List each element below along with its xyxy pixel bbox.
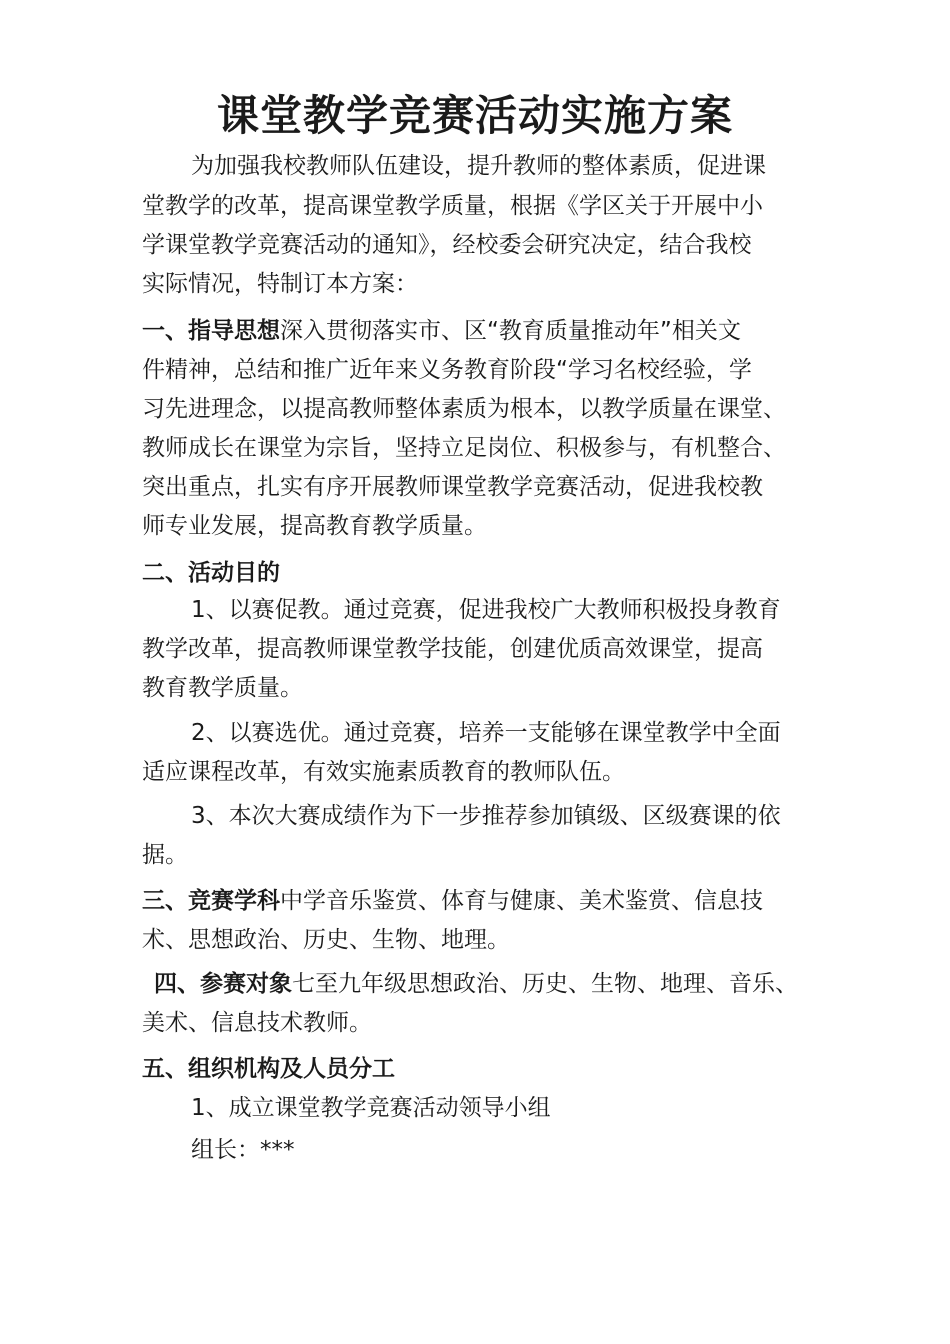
intro-line: 实际情况，特制订本方案： xyxy=(142,271,418,297)
section-1-line: 件精神，总结和推广近年来义务教育阶段“学习名校经验，学 xyxy=(142,357,752,383)
section-4-text: 七至九年级思想政治、历史、生物、地理、音乐、 xyxy=(292,971,798,997)
section-1-text: 深入贯彻落实市、区“教育质量推动年”相关文 xyxy=(280,318,741,344)
document-title: 课堂教学竞赛活动实施方案 xyxy=(216,91,733,140)
section-5-item: 1、成立课堂教学竞赛活动领导小组 xyxy=(191,1095,551,1121)
intro-line: 堂教学的改革，提高课堂教学质量，根据《学区关于开展中小 xyxy=(142,193,763,219)
section-2-item: 2、以赛选优。通过竞赛，培养一支能够在课堂教学中全面 xyxy=(191,720,781,746)
section-1-heading: 一、指导思想 xyxy=(142,318,280,344)
section-4-line: 美术、信息技术教师。 xyxy=(142,1010,372,1036)
intro-line: 学课堂教学竞赛活动的通知》，经校委会研究决定，结合我校 xyxy=(142,232,752,258)
section-3-first-line xyxy=(142,886,763,916)
section-1-line: 习先进理念，以提高教师整体素质为根本，以教学质量在课堂、 xyxy=(142,396,786,422)
section-2-item: 1、以赛促教。通过竞赛，促进我校广大教师积极投身教育 xyxy=(191,597,781,623)
section-3-line: 术、思想政治、历史、生物、地理。 xyxy=(142,927,510,953)
section-5-item: 组长：*** xyxy=(191,1137,295,1163)
section-2-heading: 二、活动目的 xyxy=(142,560,280,586)
section-1-line: 师专业发展，提高教育教学质量。 xyxy=(142,513,487,539)
section-1-line: 教师成长在课堂为宗旨，坚持立足岗位、积极参与，有机整合、 xyxy=(142,435,786,461)
section-2-line: 教学改革，提高教师课堂教学技能，创建优质高效课堂，提高 xyxy=(142,636,763,662)
section-2-line: 据。 xyxy=(142,842,188,868)
section-4-heading: 四、参赛对象 xyxy=(154,971,292,997)
section-3-heading: 三、竞赛学科 xyxy=(142,888,280,914)
section-3-text: 中学音乐鉴赏、体育与健康、美术鉴赏、信息技 xyxy=(280,888,763,914)
section-2-line: 教育教学质量。 xyxy=(142,675,303,701)
section-1-first-line xyxy=(142,316,741,346)
section-1-line: 突出重点，扎实有序开展教师课堂教学竞赛活动，促进我校教 xyxy=(142,474,763,500)
section-4-first-line xyxy=(154,969,798,999)
section-2-line: 适应课程改革，有效实施素质教育的教师队伍。 xyxy=(142,759,625,785)
section-2-item: 3、本次大赛成绩作为下一步推荐参加镇级、区级赛课的依 xyxy=(191,803,781,829)
intro-line: 为加强我校教师队伍建设，提升教师的整体素质，促进课 xyxy=(191,153,766,179)
section-5-heading: 五、组织机构及人员分工 xyxy=(142,1056,395,1082)
